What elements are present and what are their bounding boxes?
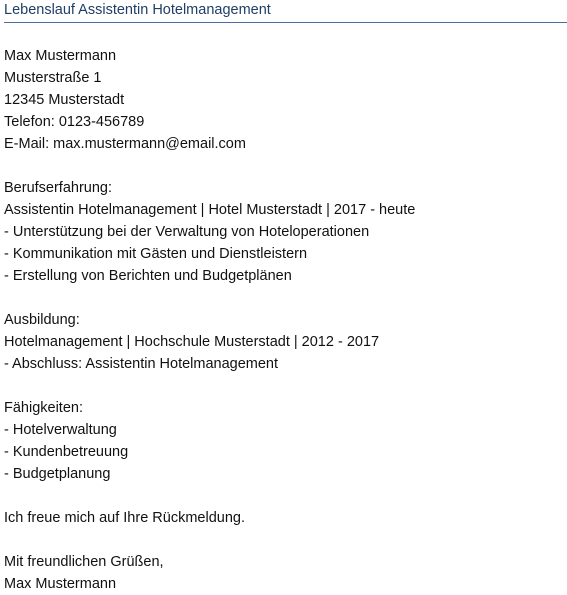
spacer xyxy=(4,375,563,397)
education-heading: Ausbildung: xyxy=(4,312,80,328)
education-section xyxy=(4,309,563,375)
closing-text: Ich freue mich auf Ihre Rückmeldung. xyxy=(4,510,245,526)
education-entry: Hotelmanagement | Hochschule Musterstadt | 2012 - 2017 xyxy=(4,334,380,350)
experience-section xyxy=(4,177,563,287)
signature-name: Max Mustermann xyxy=(4,576,117,592)
list-item: - Budgetplanung xyxy=(4,466,111,482)
spacer xyxy=(4,485,563,507)
skills-section xyxy=(4,397,563,485)
list-item: - Hotelverwaltung xyxy=(4,422,117,438)
list-item: - Kundenbetreuung xyxy=(4,444,129,460)
contact-block xyxy=(4,45,563,155)
document-title: Lebenslauf Assistentin Hotelmanagement xyxy=(4,0,567,23)
list-item: - Unterstützung bei der Verwaltung von Hoteloperationen xyxy=(4,224,370,240)
spacer xyxy=(4,287,563,309)
document-body xyxy=(4,45,563,595)
list-item: - Erstellung von Berichten und Budgetplänen xyxy=(4,268,292,284)
contact-email: E-Mail: max.mustermann@email.com xyxy=(4,136,246,152)
contact-street: Musterstraße 1 xyxy=(4,70,102,86)
contact-name: Max Mustermann xyxy=(4,48,117,64)
experience-entry: Assistentin Hotelmanagement | Hotel Musterstadt | 2017 - heute xyxy=(4,202,416,218)
experience-heading: Berufserfahrung: xyxy=(4,180,113,196)
spacer xyxy=(4,529,563,551)
list-item: - Kommunikation mit Gästen und Dienstleistern xyxy=(4,246,308,262)
spacer xyxy=(4,155,563,177)
list-item: - Abschluss: Assistentin Hotelmanagement xyxy=(4,356,279,372)
contact-city: 12345 Musterstadt xyxy=(4,92,125,108)
closing-salutation: Mit freundlichen Grüßen, xyxy=(4,554,164,570)
contact-phone: Telefon: 0123-456789 xyxy=(4,114,145,130)
skills-heading: Fähigkeiten: xyxy=(4,400,83,416)
